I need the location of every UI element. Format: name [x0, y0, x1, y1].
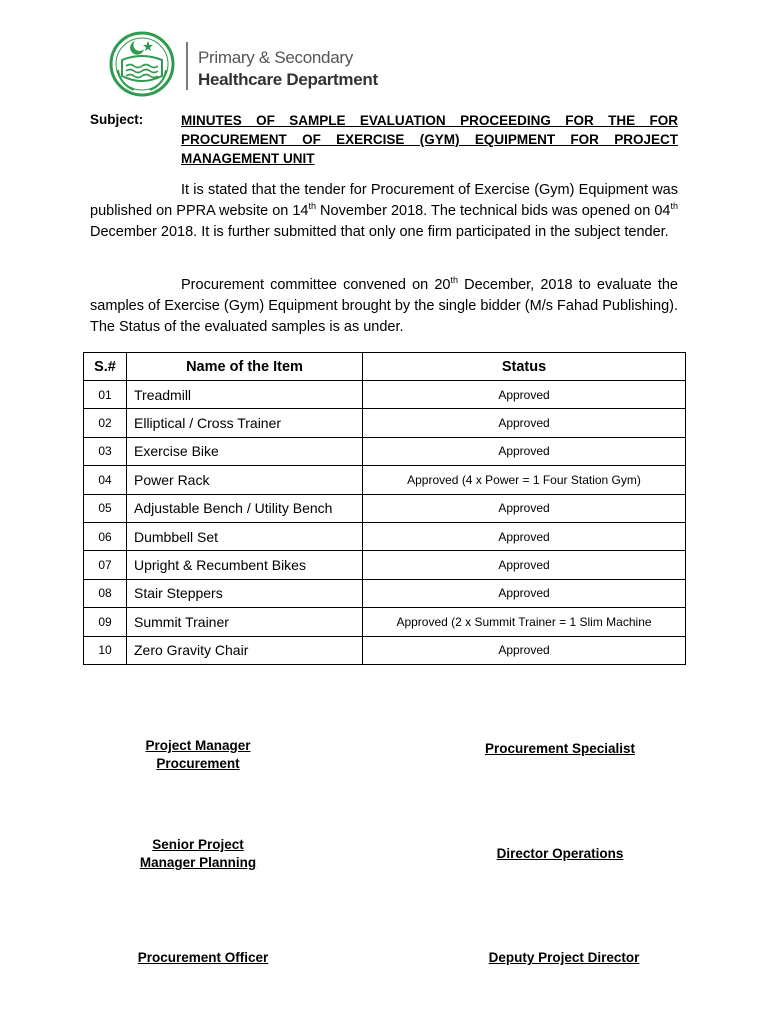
item-name-cell: Exercise Bike [127, 437, 363, 465]
signatory-procurement-specialist: Procurement Specialist [484, 741, 636, 756]
column-header-status: Status [363, 353, 686, 381]
serial-cell: 02 [84, 409, 127, 437]
paragraph1-text-c: December 2018. It is further submitted that only one firm participated in the subject tender. [90, 224, 669, 240]
letterhead [108, 30, 408, 98]
table-row [84, 494, 686, 522]
item-name-cell: Upright & Recumbent Bikes [127, 551, 363, 579]
item-name-cell: Zero Gravity Chair [127, 636, 363, 664]
item-name-cell: Dumbbell Set [127, 522, 363, 550]
serial-cell: 04 [84, 466, 127, 494]
signatory-project-manager-procurement [124, 737, 272, 773]
serial-cell: 03 [84, 437, 127, 465]
column-header-item-name: Name of the Item [127, 353, 363, 381]
signatory-director-operations: Director Operations [496, 846, 624, 861]
subject-title: MINUTES OF SAMPLE EVALUATION PROCEEDING FOR THE FOR PROCUREMENT OF EXERCISE (GYM) EQUIPMENT FOR PROJECT MANAGEMENT UNIT [181, 113, 678, 166]
table-row [84, 437, 686, 465]
status-cell: Approved [363, 494, 686, 522]
serial-cell: 06 [84, 522, 127, 550]
paragraph-committee-info [90, 275, 678, 338]
status-cell: Approved [363, 636, 686, 664]
table-header-row [84, 353, 686, 381]
table-row [84, 466, 686, 494]
status-cell: Approved (4 x Power = 1 Four Station Gym) [363, 466, 686, 494]
paragraph-tender-info [90, 180, 678, 243]
table-row [84, 381, 686, 409]
status-cell: Approved [363, 381, 686, 409]
signatory-pm-line1: Project Manager [145, 738, 251, 753]
table-row [84, 608, 686, 636]
table-row [84, 522, 686, 550]
item-name-cell: Elliptical / Cross Trainer [127, 409, 363, 437]
table-row [84, 579, 686, 607]
subject-label: Subject: [90, 112, 144, 127]
item-name-cell: Power Rack [127, 466, 363, 494]
signatory-spm-line2: Manager Planning [139, 855, 257, 870]
paragraph1-ordinal-b: th [670, 201, 678, 211]
column-header-serial: S.# [84, 353, 127, 381]
serial-cell: 01 [84, 381, 127, 409]
status-cell: Approved (2 x Summit Trainer = 1 Slim Machine [363, 608, 686, 636]
paragraph2-text-b: December, 2018 to evaluate the samples of Exercise (Gym) Equipment brought by the single bidder (M/s Fahad Publishing). The Status of the evaluated samples is as under. [90, 277, 678, 335]
signatory-deputy-project-director: Deputy Project Director [488, 950, 640, 965]
signatory-spm-line1: Senior Project [152, 837, 244, 852]
item-name-cell: Adjustable Bench / Utility Bench [127, 494, 363, 522]
signatory-procurement-officer: Procurement Officer [137, 950, 269, 965]
item-name-cell: Treadmill [127, 381, 363, 409]
department-name-line2: Healthcare Department [198, 70, 378, 89]
status-cell: Approved [363, 522, 686, 550]
serial-cell: 07 [84, 551, 127, 579]
status-cell: Approved [363, 437, 686, 465]
department-name-line1: Primary & Secondary [198, 48, 353, 67]
serial-cell: 10 [84, 636, 127, 664]
paragraph1-text-b: November 2018. The technical bids was opened on 04 [316, 203, 671, 219]
item-name-cell: Stair Steppers [127, 579, 363, 607]
paragraph1-text-a: It is stated that the tender for Procurement of Exercise (Gym) Equipment was published on PPRA website on 14 [90, 182, 678, 219]
letterhead-divider [186, 42, 188, 90]
table-row [84, 551, 686, 579]
serial-cell: 09 [84, 608, 127, 636]
serial-cell: 05 [84, 494, 127, 522]
evaluation-table [83, 352, 686, 665]
government-emblem-logo [108, 30, 176, 98]
paragraph1-ordinal-a: th [308, 201, 316, 211]
status-cell: Approved [363, 409, 686, 437]
signatory-pm-line2: Procurement [156, 756, 240, 771]
status-cell: Approved [363, 579, 686, 607]
status-cell: Approved [363, 551, 686, 579]
table-row [84, 409, 686, 437]
item-name-cell: Summit Trainer [127, 608, 363, 636]
signatory-senior-project-manager-planning [124, 836, 272, 872]
serial-cell: 08 [84, 579, 127, 607]
table-row [84, 636, 686, 664]
paragraph2-text-a: Procurement committee convened on 20 [181, 277, 451, 293]
paragraph2-ordinal: th [450, 275, 458, 285]
